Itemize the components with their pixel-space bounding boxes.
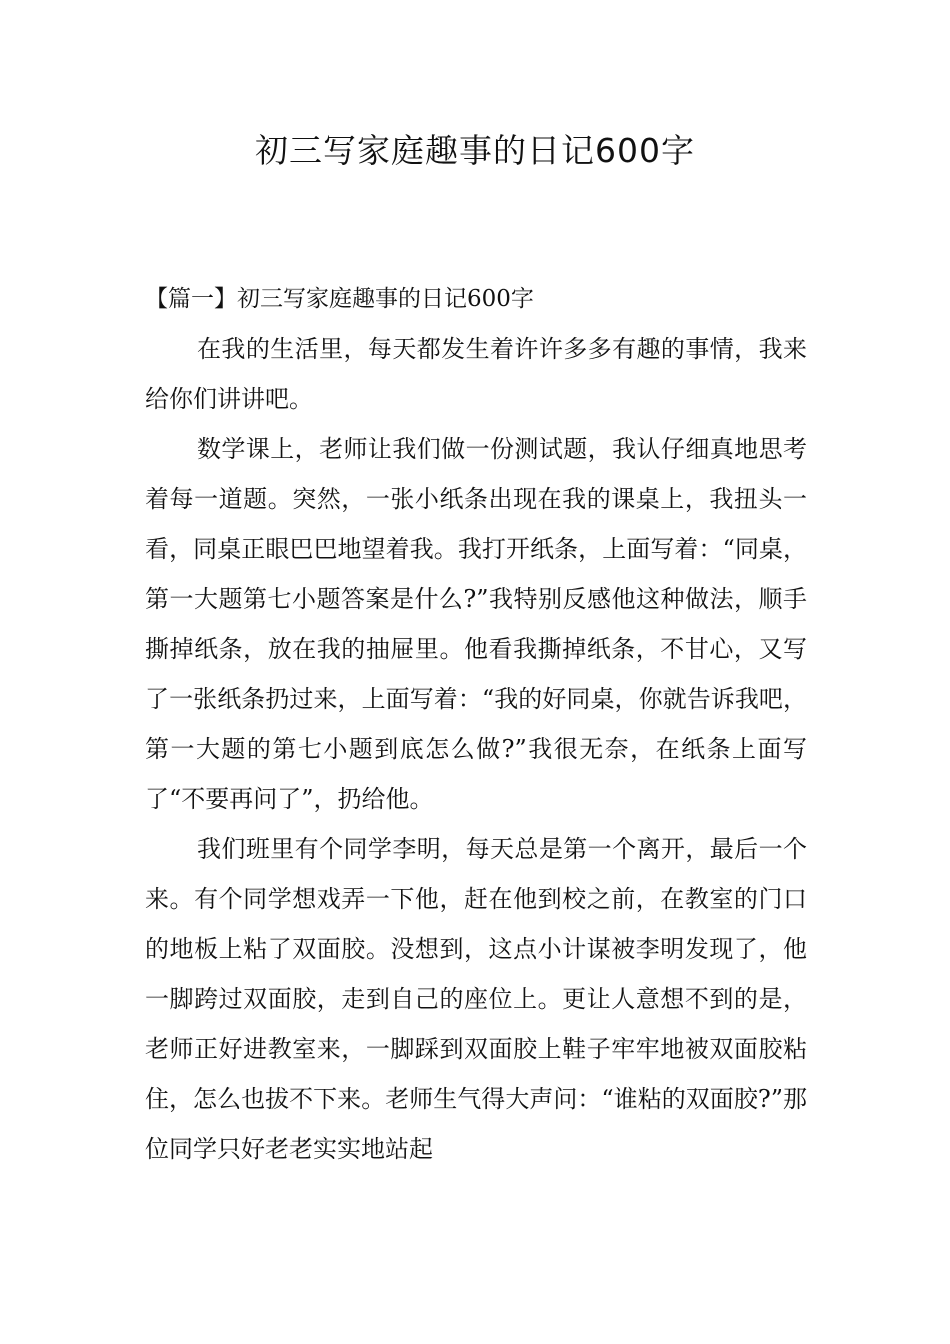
paragraph-2: 数学课上，老师让我们做一份测试题，我认仔细真地思考着每一道题。突然，一张小纸条出现在我的课桌上，我扭头一看，同桌正眼巴巴地望着我。我打开纸条，上面写着：“同桌，第一大题第七小题答案是什么?”我特别反感他这种做法，顺手撕掉纸条，放在我的抽屉里。他看我撕掉纸条，不甘心，又写了一张纸条扔过来，上面写着：“我的好同桌，你就告诉我吧，第一大题的第七小题到底怎么做?”我很无奈，在纸条上面写了“不要再问了”，扔给他。 [145,435,807,813]
document-body [145,274,807,1174]
document-title: 初三写家庭趣事的日记600字 [255,131,695,170]
section-heading: 【篇一】初三写家庭趣事的日记600字 [145,286,534,312]
paragraph-3: 我们班里有个同学李明，每天总是第一个离开，最后一个来。有个同学想戏弄一下他，赶在他到校之前，在教室的门口的地板上粘了双面胶。没想到，这点小计谋被李明发现了，他一脚跨过双面胶，走到自己的座位上。更让人意想不到的是，老师正好进教室来，一脚踩到双面胶上鞋子牢牢地被双面胶粘住，怎么也拔不下来。老师生气得大声问：“谁粘的双面胶?”那位同学只好老老实实地站起 [145,835,807,1163]
paragraph-1: 在我的生活里，每天都发生着许许多多有趣的事情，我来给你们讲讲吧。 [145,335,807,413]
